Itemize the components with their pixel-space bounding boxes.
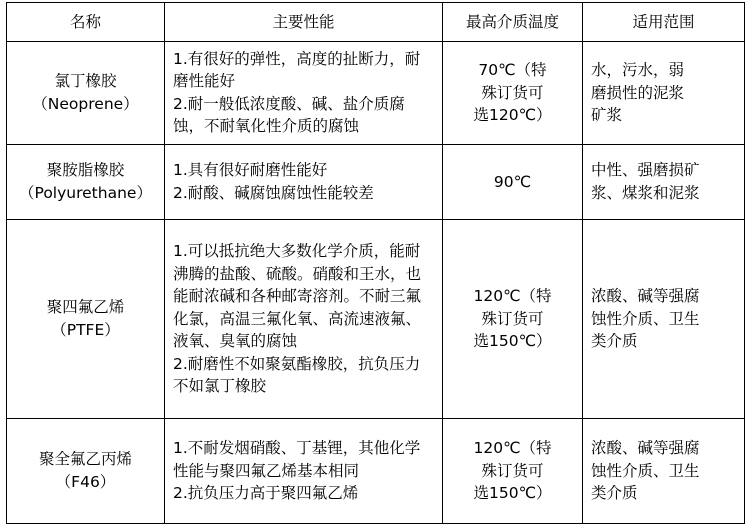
material-name-en: （PTFE） (51, 320, 120, 339)
material-name-cn: 聚四氟乙烯 (46, 298, 125, 317)
column-header-name: 名称 (7, 3, 165, 42)
performance-item: 1.有很好的弹性，高度的扯断力，耐磨性能好 (173, 50, 421, 91)
scope-line: 浓酸、碱等强腐 (591, 439, 700, 458)
performance-cell (165, 144, 443, 219)
temperature-line: 70℃（特 (478, 61, 547, 80)
material-name-cn: 聚胺脂橡胶 (46, 161, 125, 180)
scope-cell (583, 219, 745, 418)
performance-cell (165, 42, 443, 145)
scope-line: 矿浆 (591, 106, 623, 125)
temperature-cell (443, 42, 583, 145)
scope-line: 类介质 (591, 484, 638, 503)
scope-line: 类介质 (591, 332, 638, 351)
temperature-cell (443, 144, 583, 219)
table-row (7, 418, 745, 523)
scope-cell (583, 144, 745, 219)
table-body (7, 42, 745, 524)
temperature-line: 选150℃） (473, 484, 552, 503)
scope-cell (583, 418, 745, 523)
performance-item: 2.耐酸、碱腐蚀腐蚀性能较差 (173, 183, 374, 202)
material-name-cell (7, 42, 165, 145)
temperature-cell (443, 418, 583, 523)
temperature-line: 殊订货可 (481, 461, 544, 480)
performance-item: 1.不耐发烟硝酸、丁基锂，其他化学性能与聚四氟乙烯基本相同 (173, 439, 421, 480)
column-header-scope: 适用范围 (583, 3, 745, 42)
material-name-cn: 氯丁橡胶 (54, 72, 117, 91)
performance-item: 2.耐一般低浓度酸、碱、盐介质腐蚀，不耐氧化性介质的腐蚀 (173, 94, 405, 136)
performance-item: 2.抗负压力高于聚四氟乙烯 (173, 484, 359, 503)
material-name-en: （Neoprene） (32, 94, 139, 113)
temperature-cell (443, 219, 583, 418)
material-name-cell (7, 219, 165, 418)
table-header (7, 3, 745, 42)
scope-line: 浓酸、碱等强腐 (591, 287, 700, 306)
lining-material-spec-table (6, 2, 745, 524)
scope-line: 水，污水，弱 (591, 61, 685, 80)
temperature-line: 殊订货可 (481, 309, 544, 328)
material-name-en: （Polyurethane） (19, 183, 152, 202)
performance-item: 1.可以抵抗绝大多数化学介质，能耐沸腾的盐酸、硫酸。硝酸和王水，也能耐浓碱和各种邮寄溶剂。不耐三氟化氯，高温三氟化氧、高流速液氟、液氧、臭氧的腐蚀 (173, 242, 422, 351)
performance-item: 2.耐磨性不如聚氨酯橡胶，抗负压力不如氯丁橡胶 (173, 354, 421, 396)
scope-line: 磨损性的泥浆 (591, 83, 685, 102)
scope-line: 中性、强磨损矿 (591, 161, 700, 180)
temperature-line: 120℃（特 (473, 439, 552, 458)
scope-line: 浆、煤浆和泥浆 (591, 183, 700, 202)
material-name-en: （F46） (55, 472, 116, 491)
table-row (7, 144, 745, 219)
scope-line: 蚀性介质、卫生 (591, 461, 700, 480)
column-header-performance: 主要性能 (165, 3, 443, 42)
temperature-line: 90℃ (493, 172, 532, 191)
performance-cell (165, 219, 443, 418)
temperature-line: 选150℃） (473, 332, 552, 351)
table-row (7, 42, 745, 145)
scope-line: 蚀性介质、卫生 (591, 309, 700, 328)
material-name-cn: 聚全氟乙丙烯 (38, 450, 132, 469)
performance-item: 1.具有很好耐磨性能好 (173, 161, 328, 180)
temperature-line: 选120℃） (473, 106, 552, 125)
table-header-row (7, 3, 745, 42)
column-header-max-temperature: 最高介质温度 (443, 3, 583, 42)
scope-cell (583, 42, 745, 145)
material-name-cell (7, 144, 165, 219)
table-row (7, 219, 745, 418)
material-name-cell (7, 418, 165, 523)
temperature-line: 120℃（特 (473, 287, 552, 306)
performance-cell (165, 418, 443, 523)
temperature-line: 殊订货可 (481, 83, 544, 102)
